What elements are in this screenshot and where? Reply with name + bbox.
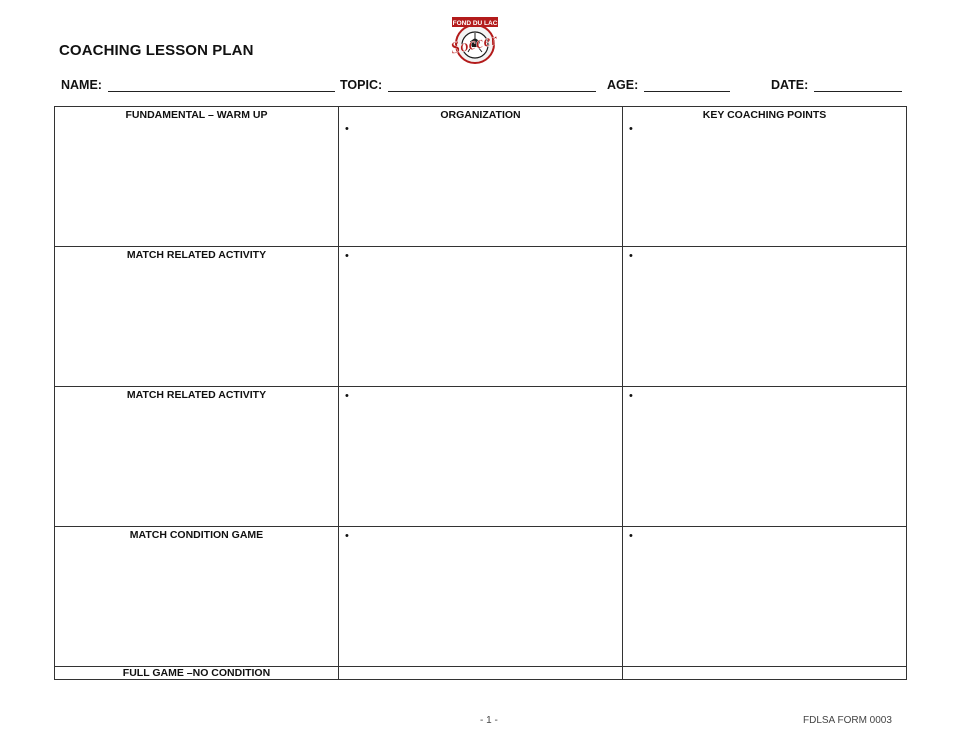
soccer-logo [438,14,512,68]
date-label: DATE: [771,78,809,92]
row-label: MATCH CONDITION GAME [129,529,264,541]
date-field[interactable] [771,77,902,92]
coaching-points-cell[interactable] [623,387,907,527]
name-line[interactable] [108,77,335,92]
table-row [55,107,907,247]
organization-cell[interactable] [339,247,623,387]
page-number: - 1 - [480,715,498,726]
date-line[interactable] [814,77,902,92]
warm-up-cell[interactable] [55,107,339,247]
coaching-points-cell[interactable] [623,527,907,667]
bullet-point: • [629,250,633,262]
activity-label-cell[interactable] [55,387,339,527]
table-row [55,387,907,527]
bullet-point: • [345,123,349,135]
age-field[interactable] [607,77,730,92]
row-label: MATCH RELATED ACTIVITY [126,249,267,261]
topic-field[interactable] [340,77,596,92]
organization-cell[interactable] [339,107,623,247]
topic-label: TOPIC: [340,78,383,92]
topic-line[interactable] [388,77,596,92]
page-title: COACHING LESSON PLAN [59,42,254,59]
column-header-key-coaching-points: KEY COACHING POINTS [702,109,827,121]
organization-cell[interactable] [339,527,623,667]
name-field[interactable] [61,77,335,92]
table-row [55,667,907,680]
logo-main-text: Soccer [448,29,499,58]
logo-top-text: FOND DU LAC [452,20,498,27]
activity-label-cell[interactable] [55,247,339,387]
table-row [55,247,907,387]
bullet-point: • [345,250,349,262]
form-id: FDLSA FORM 0003 [803,715,892,726]
age-label: AGE: [607,78,639,92]
coaching-points-cell[interactable] [623,247,907,387]
organization-cell[interactable] [339,667,623,680]
column-header-fundamental: FUNDAMENTAL – WARM UP [125,109,268,121]
bullet-point: • [629,530,633,542]
bullet-point: • [629,390,633,402]
age-line[interactable] [644,77,730,92]
table-row [55,527,907,667]
row-label: FULL GAME –NO CONDITION [122,667,271,679]
organization-cell[interactable] [339,387,623,527]
bullet-point: • [629,123,633,135]
name-label: NAME: [61,78,102,92]
column-header-organization: ORGANIZATION [440,109,521,121]
coaching-points-cell[interactable] [623,667,907,680]
bullet-point: • [345,390,349,402]
lesson-plan-table [54,106,907,680]
bullet-point: • [345,530,349,542]
coaching-points-cell[interactable] [623,107,907,247]
full-game-cell[interactable] [55,667,339,680]
activity-label-cell[interactable] [55,527,339,667]
row-label: MATCH RELATED ACTIVITY [126,389,267,401]
